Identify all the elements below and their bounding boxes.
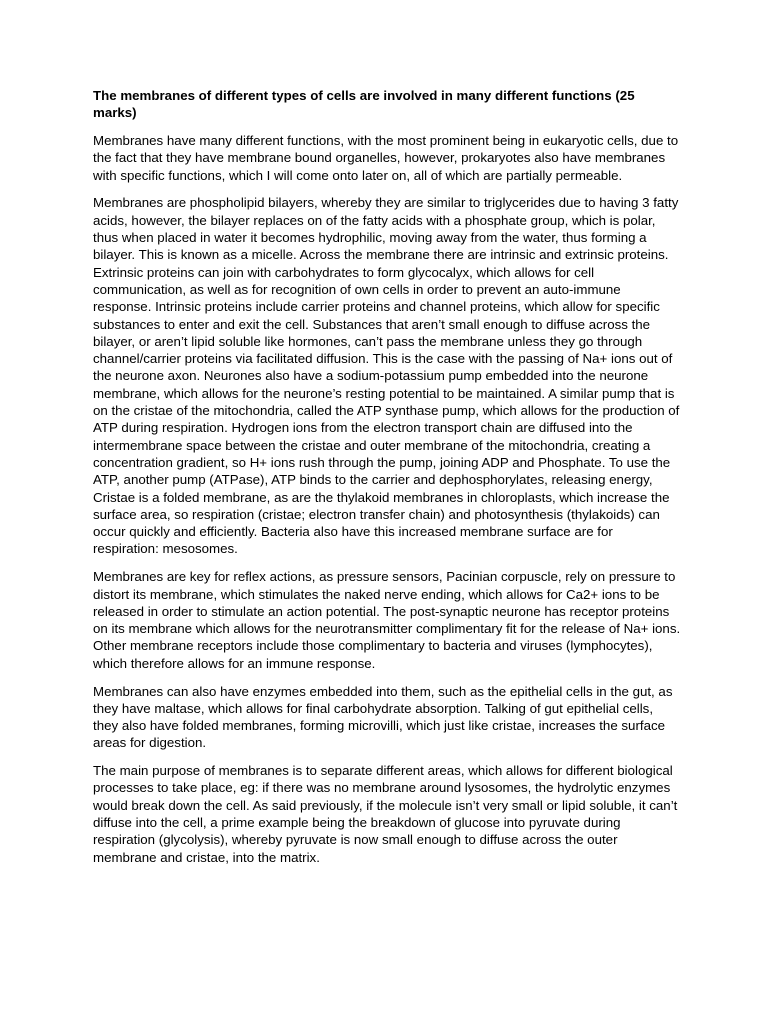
paragraph-1: Membranes have many different functions, with the most prominent being in eukaryotic cells, due to the fact that they have membrane bound organelles, however, prokaryotes also have membranes with specific functions, which I will come onto later on, all of which are partially permeable.: [93, 133, 679, 183]
document-title: The membranes of different types of cells are involved in many different functions (25 marks): [93, 88, 635, 121]
paragraph-2: Membranes are phospholipid bilayers, whereby they are similar to triglycerides due to having 3 fatty acids, however, the bilayer replaces on of the fatty acids with a phosphate group, which is polar, thus when placed in water it becomes hydrophilic, moving away from the water, thus forming a bilayer. This is known as a micelle. Across the membrane there are intrinsic and extrinsic proteins. Extrinsic proteins can join with carbohydrates to form glycocalyx, which allows for cell communication, as well as for recognition of own cells in order to prevent an auto-immune response. Intrinsic proteins include carrier proteins and channel proteins, which allow for specific substances to enter and exit the cell. Substances that aren’t small enough to diffuse across the bilayer, or aren’t lipid soluble like hormones, can’t pass the membrane unless they go through channel/carrier proteins via facilitated diffusion. This is the case with the passing of Na+ ions out of the neurone axon. Neurones also have a sodium-potassium pump embedded into the neurone membrane, which allows for the neurone’s resting potential to be maintained. A similar pump that is on the cristae of the mitochondria, called the ATP synthase pump, which allows for the production of ATP during respiration. Hydrogen ions from the electron transport chain are diffused into the intermembrane space between the cristae and outer membrane of the mitochondria, creating a concentration gradient, so H+ ions rush through the pump, joining ADP and Phosphate. To use the ATP, another pump (ATPase), ATP binds to the carrier and dephosphorylates, releasing energy, Cristae is a folded membrane, as are the thylakoid membranes in chloroplasts, which increase the surface area, so respiration (cristae; electron transfer chain) and photosynthesis (thylakoids) can occur quickly and efficiently. Bacteria also have this increased membrane surface are for respiration: mesosomes.: [93, 195, 680, 557]
paragraph-4: Membranes can also have enzymes embedded into them, such as the epithelial cells in the gut, as they have maltase, which allows for final carbohydrate absorption. Talking of gut epithelial cells, they also have folded membranes, forming microvilli, which just like cristae, increases the surface areas for digestion.: [93, 683, 673, 751]
document-page: [93, 87, 681, 876]
paragraph-5: The main purpose of membranes is to separate different areas, which allows for different biological processes to take place, eg: if there was no membrane around lysosomes, the hydrolytic enzymes would break down the cell. As said previously, if the molecule isn’t very small or lipid soluble, it can’t diffuse into the cell, a prime example being the breakdown of glucose into pyruvate during respiration (glycolysis), whereby pyruvate is now small enough to diffuse across the outer membrane and cristae, into the matrix.: [93, 763, 678, 865]
paragraph-3: Membranes are key for reflex actions, as pressure sensors, Pacinian corpuscle, rely on pressure to distort its membrane, which stimulates the naked nerve ending, which allows for Ca2+ ions to be released in order to stimulate an action potential. The post-synaptic neurone has receptor proteins on its membrane which allows for the neurotransmitter complimentary fit for the release of Na+ ions. Other membrane receptors include those complimentary to bacteria and viruses (lymphocytes), which therefore allows for an immune response.: [93, 569, 681, 671]
